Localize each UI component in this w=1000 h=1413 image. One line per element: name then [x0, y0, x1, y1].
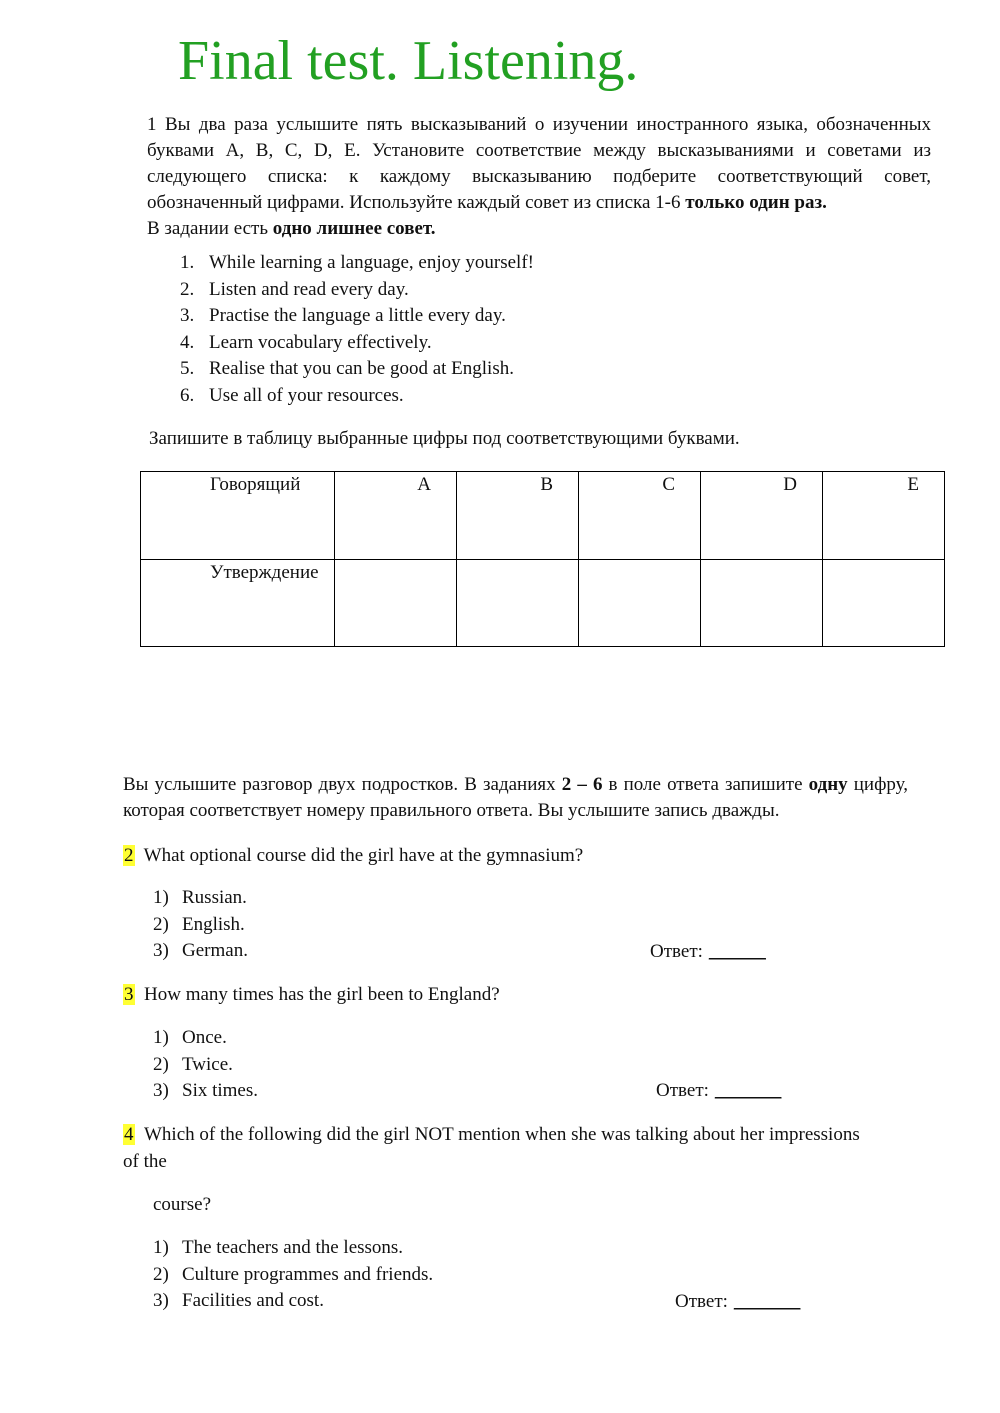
task2-instructions — [123, 772, 908, 824]
question-3 — [123, 982, 500, 1008]
option-number: 3) — [153, 1290, 169, 1312]
question-4-options — [153, 1235, 433, 1315]
task1-number: 1 — [147, 114, 157, 135]
task1-paragraph-2 — [147, 216, 931, 242]
option-item — [153, 1025, 258, 1052]
advice-number: 2. — [180, 278, 195, 300]
question-4 — [123, 1122, 860, 1148]
question-2-answer — [650, 939, 766, 965]
option-item — [153, 1288, 433, 1315]
option-text: Twice. — [182, 1053, 233, 1075]
question-text: Which of the following did the girl NOT mention when she was talking about her impressions — [144, 1124, 860, 1145]
advice-number: 3. — [180, 305, 195, 327]
task1-bold-extra: одно лишнее совет. — [272, 218, 436, 239]
advice-item — [180, 277, 534, 304]
advice-item — [180, 330, 534, 357]
answer-label: Ответ: — [675, 1291, 728, 1312]
question-number: 3 — [124, 984, 134, 1005]
answer-field[interactable]: _______ — [733, 1291, 801, 1312]
option-text: Russian. — [182, 887, 247, 908]
answer-field[interactable]: ______ — [708, 941, 766, 962]
option-text: Culture programmes and friends. — [182, 1263, 434, 1285]
option-text: English. — [182, 913, 245, 935]
advice-number: 6. — [180, 384, 195, 406]
task2-text-3: цифру, которая соответствует номеру правильного ответа. Вы услышите запись дважды. — [123, 774, 909, 821]
answer-cell-b[interactable] — [457, 559, 579, 647]
question-4-line-3: course? — [153, 1194, 212, 1215]
letter-d-header: D — [701, 472, 823, 560]
task2-text-2: в поле ответа запишите — [602, 774, 809, 795]
answer-cell-c[interactable] — [579, 559, 701, 647]
advice-text: Listen and read every day. — [209, 278, 409, 300]
answer-field[interactable]: _______ — [714, 1080, 782, 1101]
advice-number: 4. — [180, 331, 195, 353]
option-text: The teachers and the lessons. — [182, 1237, 404, 1258]
advice-number: 1. — [180, 252, 195, 273]
question-4-line-2: of the — [123, 1151, 167, 1172]
table-instruction: Запишите в таблицу выбранные цифры под соответствующими буквами. — [149, 428, 740, 449]
statement-row — [141, 559, 945, 647]
option-number: 2) — [153, 1263, 169, 1285]
question-text: What optional course did the girl have at the gymnasium? — [143, 845, 584, 866]
question-number: 2 — [124, 845, 134, 866]
letter-e-header: E — [823, 472, 945, 560]
advice-text: While learning a language, enjoy yourself! — [209, 252, 534, 273]
option-item — [153, 1235, 433, 1262]
advice-item — [180, 356, 534, 383]
option-number: 2) — [153, 1053, 169, 1075]
option-item — [153, 885, 248, 912]
advice-number: 5. — [180, 358, 195, 380]
question-text: How many times has the girl been to England? — [144, 984, 500, 1005]
task1-text: Вы два раза услышите пять высказываний о изучении иностранного языка, обозначенных буквами A, B, C, D, E. Установите соответствие между высказываниями и советами из следующего списка: к каждому высказыванию подберите соответствующий совет, обозначенный цифрами. Используйте каждый совет из списка 1-6 — [147, 114, 931, 213]
task2-bold-one: одну — [808, 774, 848, 795]
advice-item — [180, 383, 534, 410]
question-number: 4 — [124, 1124, 134, 1145]
letter-b-header: B — [457, 472, 579, 560]
option-item — [153, 1262, 433, 1289]
option-text: Facilities and cost. — [182, 1290, 324, 1312]
question-3-options — [153, 1025, 258, 1105]
letter-a-header: A — [335, 472, 457, 560]
answer-table — [140, 471, 945, 647]
speaker-row-label: Говорящий — [141, 472, 335, 560]
question-2 — [123, 843, 583, 869]
task2-text: Вы услышите разговор двух подростков. В заданиях — [123, 774, 562, 795]
option-number: 3) — [153, 940, 169, 962]
letter-c-header: C — [579, 472, 701, 560]
answer-label: Ответ: — [656, 1080, 709, 1101]
option-number: 1) — [153, 1237, 169, 1258]
question-2-options — [153, 885, 248, 965]
advice-text: Practise the language a little every day. — [209, 305, 506, 327]
task1-text-2: В задании есть — [147, 218, 273, 239]
task2-bold-range: 2 – 6 — [561, 774, 603, 795]
option-item — [153, 1078, 258, 1105]
option-item — [153, 1052, 258, 1079]
advice-item — [180, 303, 534, 330]
task1-paragraph — [147, 112, 931, 216]
speaker-row — [141, 472, 945, 560]
answer-cell-d[interactable] — [701, 559, 823, 647]
question-3-answer — [656, 1078, 781, 1104]
advice-list — [180, 250, 534, 410]
option-text: Once. — [182, 1027, 227, 1048]
option-number: 1) — [153, 1027, 169, 1048]
advice-text: Use all of your resources. — [209, 384, 404, 406]
task1-bold-once: только один раз. — [685, 192, 827, 213]
advice-text: Realise that you can be good at English. — [209, 358, 514, 380]
option-number: 3) — [153, 1080, 169, 1102]
option-item — [153, 912, 248, 939]
option-item — [153, 938, 248, 965]
task1-instructions — [147, 112, 931, 242]
option-text: German. — [182, 940, 248, 962]
option-number: 2) — [153, 913, 169, 935]
statement-row-label: Утверждение — [141, 559, 335, 647]
advice-text: Learn vocabulary effectively. — [209, 331, 432, 353]
option-number: 1) — [153, 887, 169, 908]
option-text: Six times. — [182, 1080, 259, 1102]
answer-cell-a[interactable] — [335, 559, 457, 647]
question-4-answer — [675, 1289, 800, 1315]
advice-item — [180, 250, 534, 277]
answer-cell-e[interactable] — [823, 559, 945, 647]
page-title: Final test. Listening. — [178, 30, 639, 92]
answer-label: Ответ: — [650, 941, 703, 962]
